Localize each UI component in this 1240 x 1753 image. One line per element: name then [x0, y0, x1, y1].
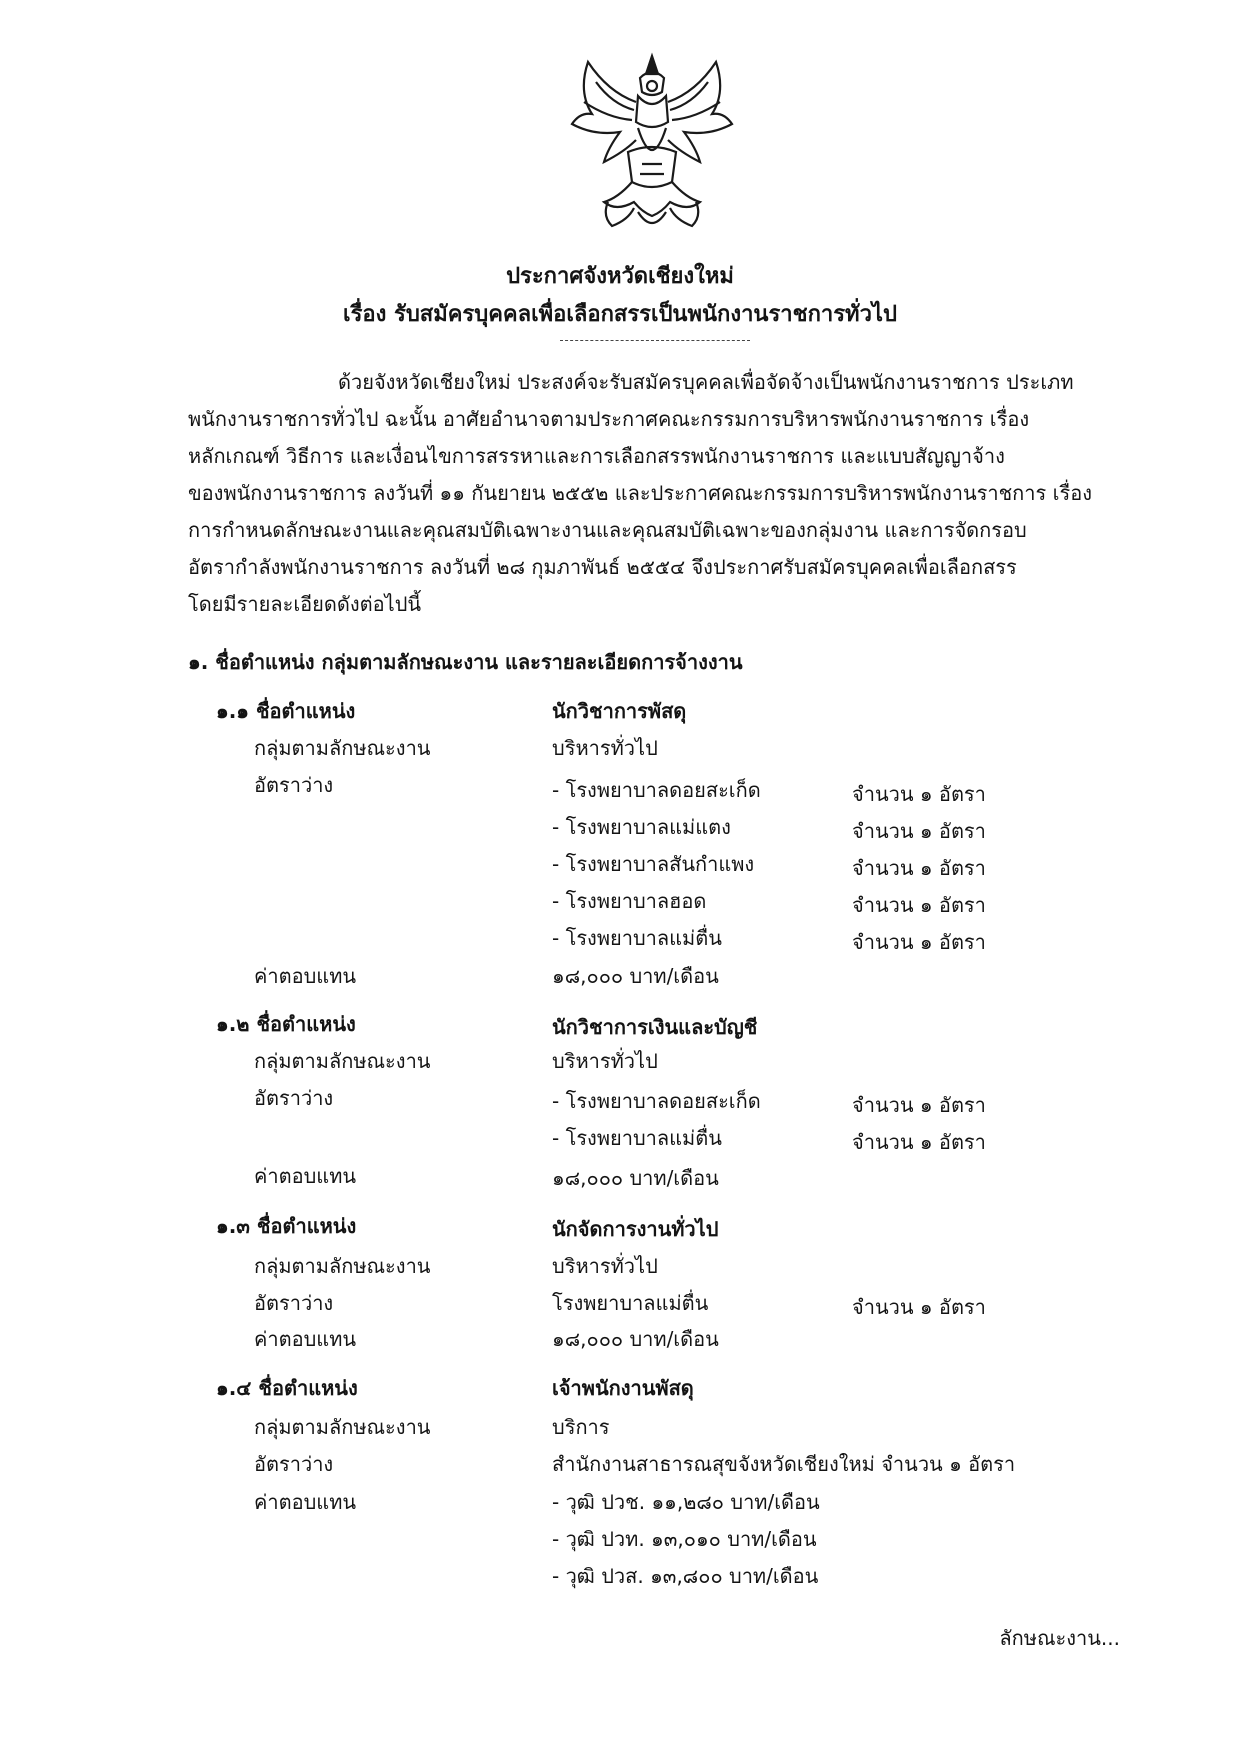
position-title: เจ้าพนักงานพัสดุ — [552, 1376, 694, 1400]
pay-value: ๑๘,๐๐๐ บาท/เดือน — [552, 1327, 719, 1351]
position-title: นักวิชาการเงินและบัญชี — [552, 1015, 758, 1039]
pay-value: - วุฒิ ปวช. ๑๑,๒๘๐ บาท/เดือน — [552, 1490, 820, 1514]
group-label: กลุ่มตามลักษณะงาน — [254, 736, 431, 760]
position-title: นักวิชาการพัสดุ — [552, 699, 687, 723]
group-label: กลุ่มตามลักษณะงาน — [254, 1254, 431, 1278]
intro-line: ด้วยจังหวัดเชียงใหม่ ประสงค์จะรับสมัครบุคคลเพื่อจัดจ้างเป็นพนักงานราชการ ประเภท — [338, 370, 1074, 394]
vacancy-count: จำนวน ๑ อัตรา — [852, 893, 986, 917]
vacancy-count: จำนวน ๑ อัตรา — [852, 930, 986, 954]
pay-value: ๑๘,๐๐๐ บาท/เดือน — [552, 964, 719, 988]
vacancy-count: จำนวน ๑ อัตรา — [852, 1093, 986, 1117]
vacancy-place: โรงพยาบาลแม่ตื่น — [552, 1291, 709, 1315]
vacancy-place: - โรงพยาบาลสันกำแพง — [552, 852, 755, 876]
pay-label: ค่าตอบแทน — [254, 1327, 357, 1351]
group-value: บริหารทั่วไป — [552, 1049, 658, 1073]
announcement-title: ประกาศจังหวัดเชียงใหม่ — [506, 264, 734, 289]
vacancy-count: จำนวน ๑ อัตรา — [852, 782, 986, 806]
vacancy-place: - โรงพยาบาลดอยสะเก็ด — [552, 1089, 761, 1113]
intro-line: โดยมีรายละเอียดดังต่อไปนี้ — [188, 592, 422, 616]
intro-line: อัตรากำลังพนักงานราชการ ลงวันที่ ๒๘ กุมภาพันธ์ ๒๕๕๔ จึงประกาศรับสมัครบุคคลเพื่อเลือกสรร — [188, 555, 1017, 579]
position-label: ๑.๑ ชื่อตำแหน่ง — [216, 699, 356, 723]
group-value: บริหารทั่วไป — [552, 1254, 658, 1278]
position-label: ๑.๓ ชื่อตำแหน่ง — [216, 1214, 357, 1238]
position-label: ๑.๒ ชื่อตำแหน่ง — [216, 1012, 356, 1036]
vacancy-place: สำนักงานสาธารณสุขจังหวัดเชียงใหม่ จำนวน ๑ อัตรา — [552, 1452, 1016, 1476]
title-divider — [560, 340, 750, 341]
pay-value: - วุฒิ ปวส. ๑๓,๘๐๐ บาท/เดือน — [552, 1564, 819, 1588]
group-label: กลุ่มตามลักษณะงาน — [254, 1415, 431, 1439]
position-label: ๑.๔ ชื่อตำแหน่ง — [216, 1376, 358, 1400]
group-label: กลุ่มตามลักษณะงาน — [254, 1049, 431, 1073]
pay-value: ๑๘,๐๐๐ บาท/เดือน — [552, 1166, 719, 1190]
vacancy-count: จำนวน ๑ อัตรา — [852, 856, 986, 880]
group-value: บริการ — [552, 1415, 610, 1439]
continuation-note: ลักษณะงาน... — [999, 1626, 1120, 1650]
vacancy-place: - โรงพยาบาลแม่แตง — [552, 815, 731, 839]
intro-line: พนักงานราชการทั่วไป ฉะนั้น อาศัยอำนาจตามประกาศคณะกรรมการบริหารพนักงานราชการ เรื่อง — [188, 407, 1030, 431]
garuda-emblem-icon — [568, 52, 736, 236]
vacancy-label: อัตราว่าง — [254, 1452, 334, 1476]
vacancy-count: จำนวน ๑ อัตรา — [852, 819, 986, 843]
pay-label: ค่าตอบแทน — [254, 964, 357, 988]
intro-line: การกำหนดลักษณะงานและคุณสมบัติเฉพาะงานและคุณสมบัติเฉพาะของกลุ่มงาน และการจัดกรอบ — [188, 518, 1027, 542]
vacancy-place: - โรงพยาบาลดอยสะเก็ด — [552, 778, 761, 802]
group-value: บริหารทั่วไป — [552, 736, 658, 760]
position-title: นักจัดการงานทั่วไป — [552, 1217, 719, 1241]
announcement-subject: เรื่อง รับสมัครบุคคลเพื่อเลือกสรรเป็นพนักงานราชการทั่วไป — [343, 302, 897, 327]
vacancy-count: จำนวน ๑ อัตรา — [852, 1130, 986, 1154]
vacancy-count: จำนวน ๑ อัตรา — [852, 1295, 986, 1319]
vacancy-label: อัตราว่าง — [254, 1291, 334, 1315]
vacancy-place: - โรงพยาบาลฮอด — [552, 889, 707, 913]
pay-label: ค่าตอบแทน — [254, 1164, 357, 1188]
pay-label: ค่าตอบแทน — [254, 1490, 357, 1514]
vacancy-place: - โรงพยาบาลแม่ตื่น — [552, 926, 722, 950]
vacancy-label: อัตราว่าง — [254, 773, 334, 797]
vacancy-label: อัตราว่าง — [254, 1086, 334, 1110]
section-heading: ๑. ชื่อตำแหน่ง กลุ่มตามลักษณะงาน และรายละเอียดการจ้างงาน — [188, 650, 743, 674]
pay-value: - วุฒิ ปวท. ๑๓,๐๑๐ บาท/เดือน — [552, 1527, 817, 1551]
intro-line: ของพนักงานราชการ ลงวันที่ ๑๑ กันยายน ๒๕๕๒ และประกาศคณะกรรมการบริหารพนักงานราชการ เรื่อง — [188, 481, 1092, 505]
intro-line: หลักเกณฑ์ วิธีการ และเงื่อนไขการสรรหาและการเลือกสรรพนักงานราชการ และแบบสัญญาจ้าง — [188, 444, 1005, 468]
vacancy-place: - โรงพยาบาลแม่ตื่น — [552, 1126, 722, 1150]
intro-paragraph — [188, 364, 1128, 623]
